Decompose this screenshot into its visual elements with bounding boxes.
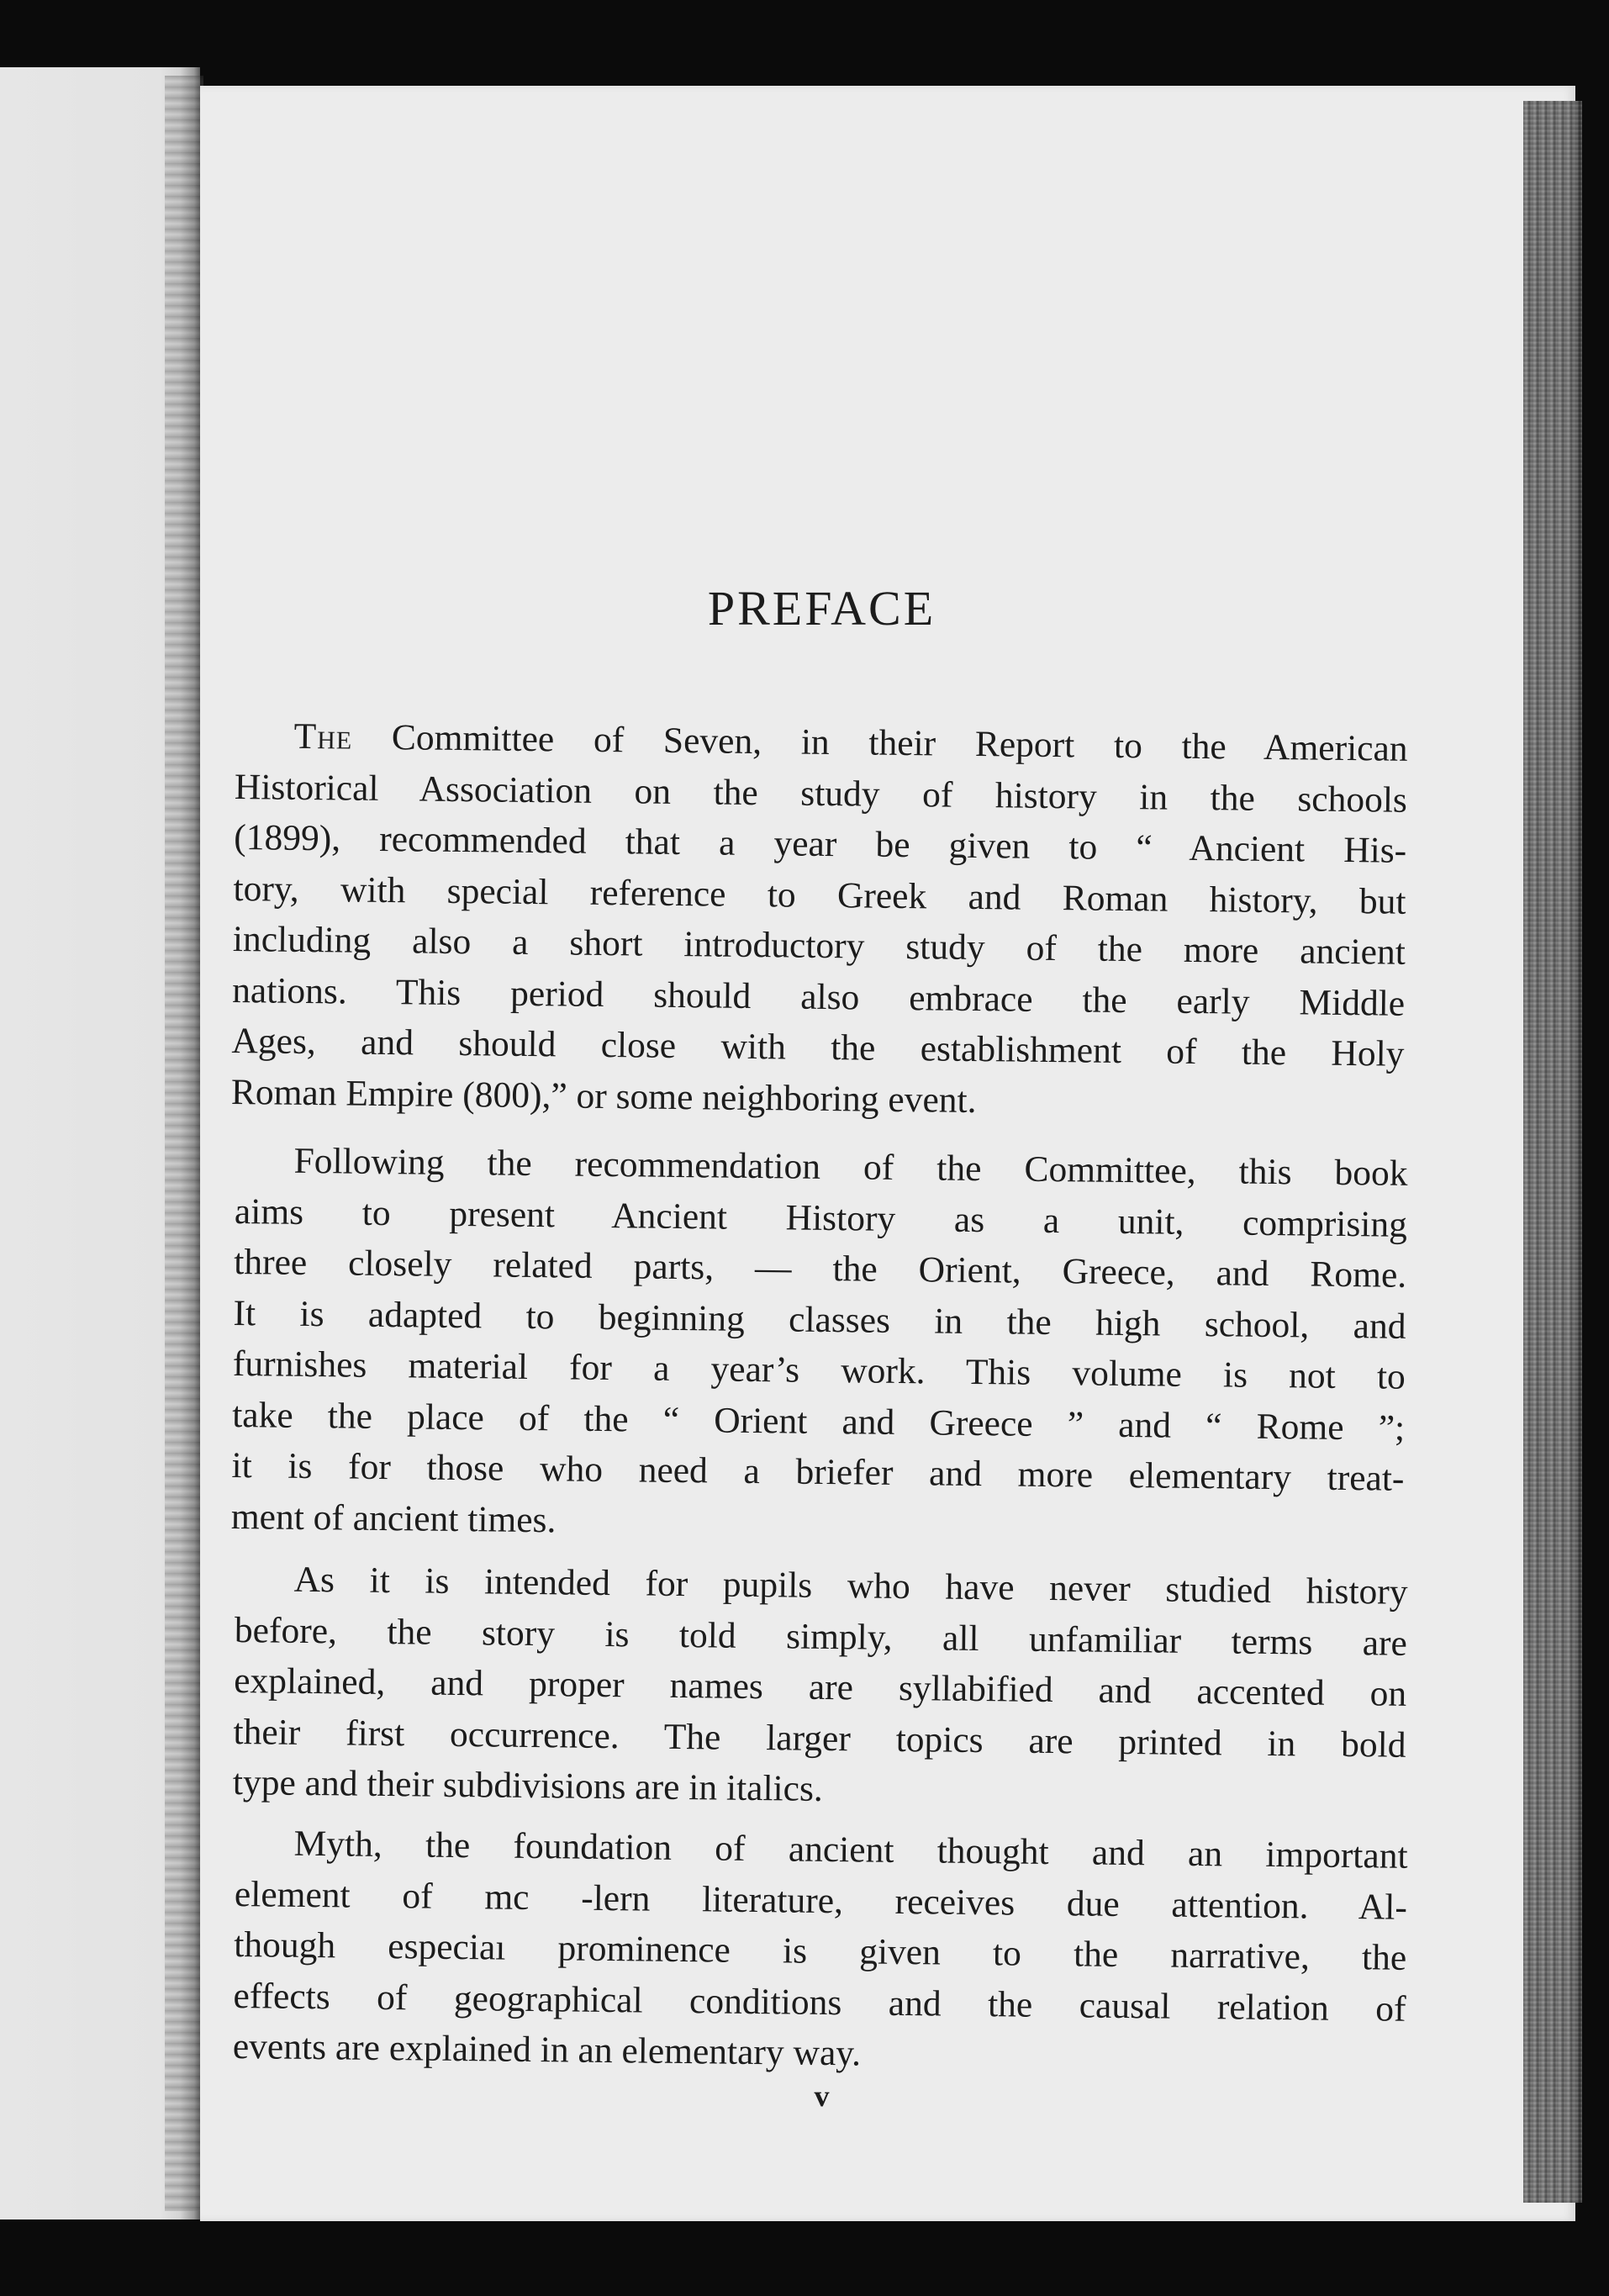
paragraph-line: effects of geographical conditions and the causal relation of bbox=[233, 1975, 1406, 2029]
paragraph-line: It is adapted to beginning classes in the high school, and bbox=[233, 1292, 1406, 1347]
paragraph-line: it is for those who need a briefer and more elementary treat- bbox=[231, 1444, 1405, 1499]
paragraph-line: As it is intended for pupils who have never studied history bbox=[293, 1559, 1408, 1612]
paragraph-line: Following the recommendation of the Committee, this book bbox=[293, 1140, 1408, 1194]
paragraph-line: tory, with special reference to Greek and Roman history, but bbox=[233, 868, 1406, 922]
preface-paragraph-2 bbox=[231, 1135, 1408, 1555]
preface-paragraph-1 bbox=[231, 710, 1408, 1131]
paragraph-line: The Committee of Seven, in their Report to the American bbox=[293, 715, 1408, 769]
book-gutter bbox=[165, 76, 203, 2211]
preface-paragraph-4 bbox=[233, 1818, 1408, 2085]
paragraph-line: type and their subdivisions are in italics. bbox=[232, 1761, 824, 1809]
paragraph-line: Historical Association on the study of history in the schools bbox=[234, 766, 1408, 821]
paragraph-line: furnishes material for a year’s work. This volume is not to bbox=[232, 1343, 1406, 1397]
paragraph-line: element of mc ‑lern literature, receives due attention. Al- bbox=[234, 1873, 1408, 1928]
page-stack-edges bbox=[1523, 101, 1582, 2203]
paragraph-line: though especiaı prominence is given to the narrative, the bbox=[234, 1924, 1407, 1978]
paragraph-line: their first occurrence. The larger topics are printed in bold bbox=[233, 1711, 1406, 1766]
paragraph-line: aims to present Ancient History as a unit, comprising bbox=[234, 1190, 1408, 1245]
page-title: PREFACE bbox=[707, 581, 936, 636]
paragraph-line: explained, and proper names are syllabified and accented on bbox=[234, 1660, 1407, 1714]
page-number: v bbox=[814, 2079, 830, 2113]
paragraph-line: three closely related parts, — the Orient, Greece, and Rome. bbox=[234, 1241, 1407, 1296]
paragraph-line: including also a short introductory study of the more ancient bbox=[232, 918, 1406, 973]
paragraph-line: nations. This period should also embrace the early Middle bbox=[231, 969, 1406, 1024]
paragraph-line: ment of ancient times. bbox=[230, 1496, 557, 1540]
paragraph-line: take the place of the “ Orient and Greece ” and “ Rome ”; bbox=[231, 1394, 1406, 1449]
paragraph-line: Myth, the foundation of ancient thought and an important bbox=[293, 1823, 1408, 1876]
paragraph-line: events are explained in an elementary way. bbox=[232, 2025, 862, 2074]
paragraph-line: Roman Empire (800),” or some neighboring event. bbox=[230, 1071, 977, 1121]
paragraph-line: Ages, and should close with the establishment of the Holy bbox=[231, 1020, 1405, 1074]
paragraph-line: (1899), recommended that a year be given to “ Ancient His- bbox=[234, 816, 1407, 871]
paragraph-line: before, the story is told simply, all unfamiliar terms are bbox=[234, 1609, 1408, 1664]
preface-paragraph-3 bbox=[233, 1554, 1408, 1821]
lead-word: The bbox=[293, 715, 353, 757]
